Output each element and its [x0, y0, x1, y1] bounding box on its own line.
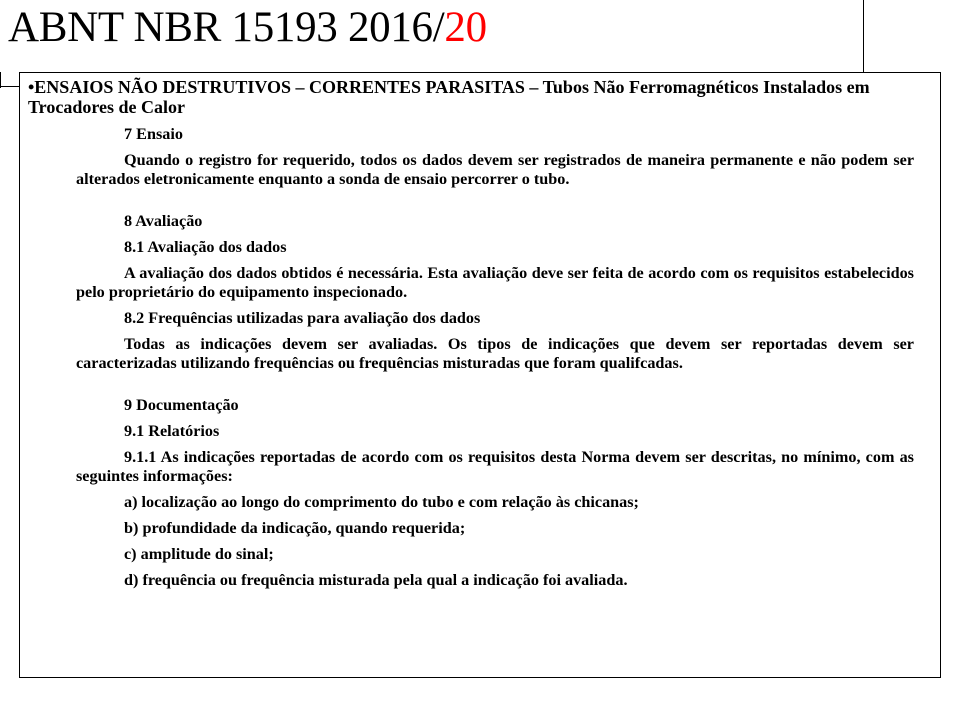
title-main: ABNT NBR 15193 2016/ — [8, 4, 445, 51]
list-item-d: d) frequência ou frequência misturada pela qual a indicação foi avaliada. — [124, 571, 628, 589]
list-item-c: c) amplitude do sinal; — [124, 545, 274, 563]
section-8-title: 8 Avaliação — [124, 212, 203, 230]
section-8-1-text: A avaliação dos dados obtidos é necessária. Esta avaliação deve ser feita de acordo com os requisitos estabelecidos pelo proprietário do equipamento inspecionado. — [76, 264, 914, 301]
document-body — [20, 73, 940, 597]
section-8-2-title: 8.2 Frequências utilizadas para avaliação dos dados — [124, 309, 481, 327]
frame-divider — [0, 72, 1, 88]
section-9-1-title: 9.1 Relatórios — [124, 422, 220, 440]
section-heading: •ENSAIOS NÃO DESTRUTIVOS – CORRENTES PARASITAS – Tubos Não Ferromagnéticos Instalados em Trocadores de Calor — [28, 77, 870, 117]
list-item-b: b) profundidade da indicação, quando requerida; — [124, 519, 466, 537]
content-box — [19, 72, 941, 678]
title-page-number: 20 — [444, 4, 487, 51]
slide-title — [8, 0, 487, 56]
section-7-title: 7 Ensaio — [124, 125, 183, 143]
section-9-title: 9 Documentação — [124, 396, 239, 414]
section-7-text: Quando o registro for requerido, todos os dados devem ser registrados de maneira permanente e não podem ser alterados eletronicamente enquanto a sonda de ensaio percorrer o tubo. — [76, 151, 914, 188]
list-item-a: a) localização ao longo do comprimento do tubo e com relação às chicanas; — [124, 493, 639, 511]
section-8-1-title: 8.1 Avaliação dos dados — [124, 238, 287, 256]
section-9-1-1-text: 9.1.1 As indicações reportadas de acordo com os requisitos desta Norma devem ser descritas, no mínimo, com as seguintes informações: — [76, 448, 914, 485]
section-8-2-text: Todas as indicações devem ser avaliadas. Os tipos de indicações que devem ser reportadas devem ser caracterizadas utilizando frequências ou frequências misturadas que foram qualifcadas. — [76, 335, 914, 372]
spacer — [28, 380, 914, 396]
spacer — [28, 196, 914, 212]
